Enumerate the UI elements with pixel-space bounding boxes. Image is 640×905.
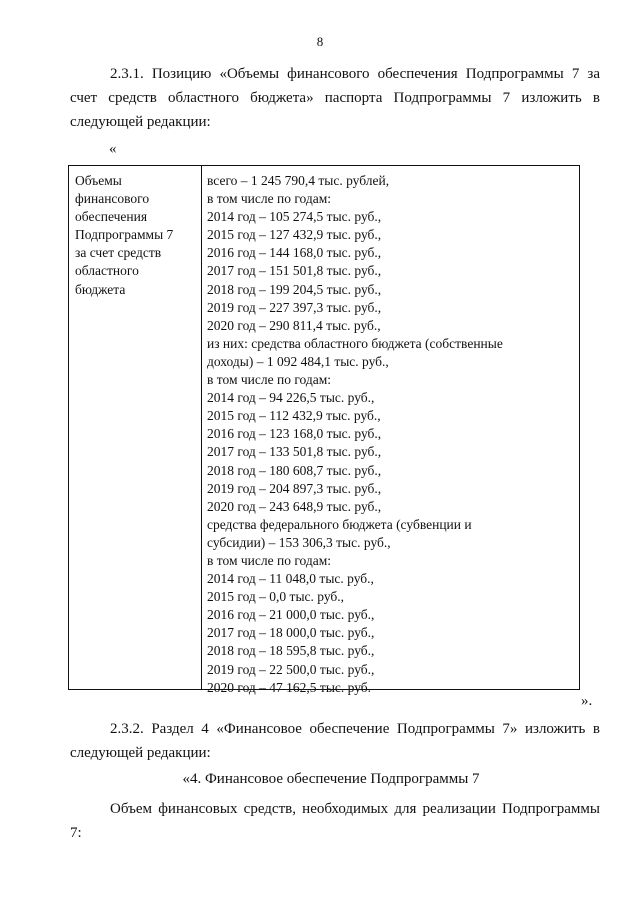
- value-line: 2020 год – 243 648,9 тыс. руб.,: [207, 498, 382, 514]
- value-line: 2014 год – 105 274,5 тыс. руб.,: [207, 209, 382, 225]
- value-line: доходы) – 1 092 484,1 тыс. руб.,: [207, 353, 389, 369]
- value-line: 2018 год – 199 204,5 тыс. руб.,: [207, 281, 382, 297]
- page-number: 8: [316, 34, 324, 49]
- value-line: из них: средства областного бюджета (собственные: [207, 335, 503, 351]
- value-line: 2016 год – 21 000,0 тыс. руб.,: [207, 607, 375, 623]
- value-line: в том числе по годам:: [207, 552, 332, 568]
- closing-quote: ».: [581, 693, 593, 709]
- value-line: всего – 1 245 790,4 тыс. рублей,: [207, 173, 390, 188]
- label-line: обеспечения: [75, 209, 148, 225]
- value-line: в том числе по годам:: [207, 372, 332, 388]
- value-line: 2017 год – 133 501,8 тыс. руб.,: [207, 444, 382, 460]
- financing-label-cell: [69, 166, 202, 689]
- financing-table: [68, 165, 580, 695]
- label-line: Подпрограммы 7: [75, 227, 174, 243]
- section-heading: «4. Финансовое обеспечение Подпрограммы 7: [182, 771, 480, 787]
- value-line: 2017 год – 151 501,8 тыс. руб.,: [207, 263, 382, 279]
- financing-value-cell: [202, 166, 579, 695]
- value-line: средства федерального бюджета (субвенции и: [207, 516, 472, 532]
- label-line: Объемы: [75, 173, 122, 188]
- label-line: бюджета: [75, 281, 126, 297]
- value-line: 2020 год – 290 811,4 тыс. руб.,: [207, 317, 381, 333]
- value-line: 2019 год – 227 397,3 тыс. руб.,: [207, 299, 382, 315]
- value-line: 2015 год – 112 432,9 тыс. руб.,: [207, 408, 381, 424]
- paragraph-2-3-2: 2.3.2. Раздел 4 «Финансовое обеспечение Подпрограммы 7» изложить в следующей редакции:: [70, 721, 600, 761]
- value-line: субсидии) – 153 306,3 тыс. руб.,: [207, 534, 391, 550]
- value-line: 2018 год – 180 608,7 тыс. руб.,: [207, 462, 382, 478]
- paragraph-2-3-1: 2.3.1. Позицию «Объемы финансового обеспечения Подпрограммы 7 за счет средств областного бюджета» паспорта Подпрограммы 7 изложить в следующей редакции:: [70, 66, 600, 130]
- value-line: 2015 год – 0,0 тыс. руб.,: [207, 589, 345, 605]
- value-line: 2015 год – 127 432,9 тыс. руб.,: [207, 227, 382, 243]
- value-line: 2018 год – 18 595,8 тыс. руб.,: [207, 643, 375, 659]
- opening-quote: «: [109, 141, 117, 157]
- label-line: за счет средств: [75, 245, 162, 261]
- value-line: 2017 год – 18 000,0 тыс. руб.,: [207, 625, 375, 641]
- value-line: 2016 год – 144 168,0 тыс. руб.,: [207, 245, 382, 261]
- label-line: областного: [75, 263, 139, 279]
- value-line: 2019 год – 22 500,0 тыс. руб.,: [207, 661, 375, 677]
- value-line: 2016 год – 123 168,0 тыс. руб.,: [207, 426, 382, 442]
- value-line: 2019 год – 204 897,3 тыс. руб.,: [207, 480, 382, 496]
- label-line: финансового: [75, 191, 150, 207]
- value-line: 2020 год – 47 162,5 тыс. руб.: [207, 679, 372, 695]
- value-line: в том числе по годам:: [207, 191, 332, 207]
- value-line: 2014 год – 94 226,5 тыс. руб.,: [207, 390, 375, 406]
- paragraph-financing-volume: Объем финансовых средств, необходимых для реализации Подпрограммы 7:: [70, 801, 600, 841]
- value-line: 2014 год – 11 048,0 тыс. руб.,: [207, 571, 374, 587]
